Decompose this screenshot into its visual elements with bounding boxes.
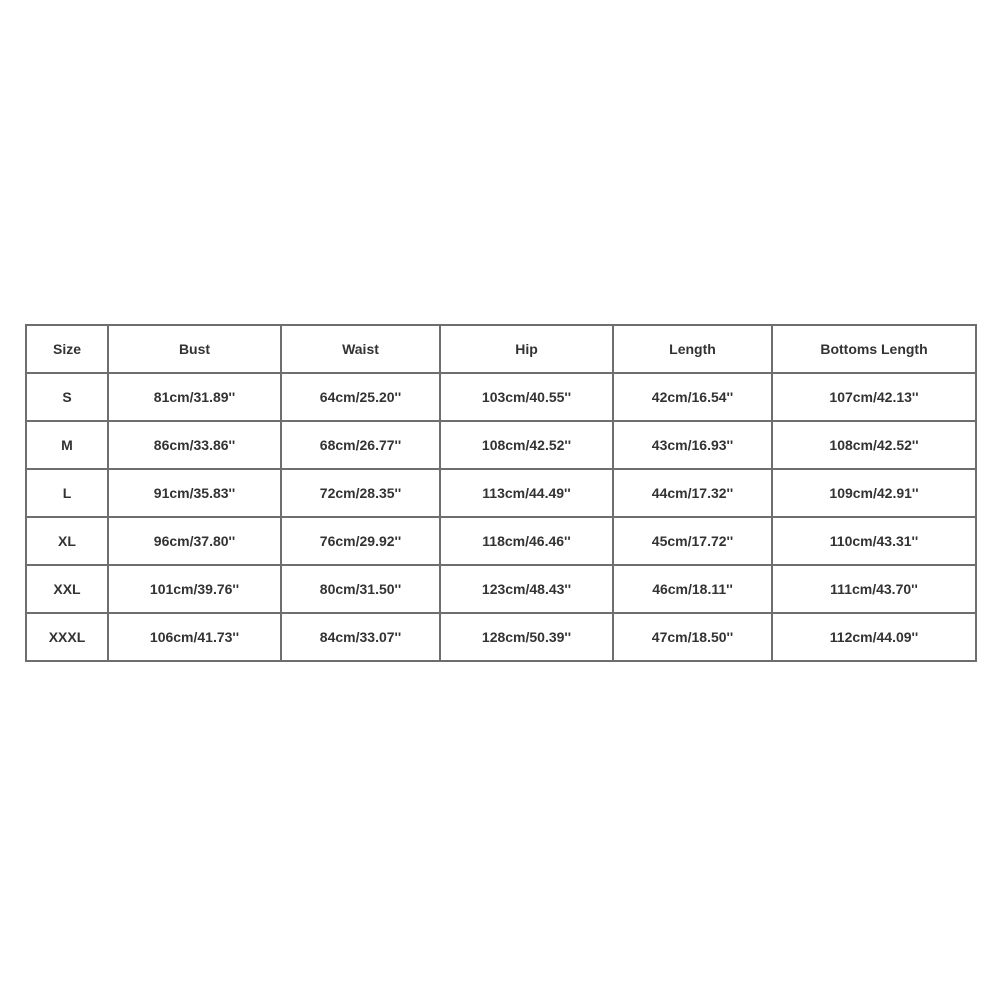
cell-bust: 81cm/31.89'' xyxy=(108,373,281,421)
cell-hip: 123cm/48.43'' xyxy=(440,565,613,613)
cell-waist: 68cm/26.77'' xyxy=(281,421,440,469)
table-row xyxy=(26,517,976,565)
cell-hip: 118cm/46.46'' xyxy=(440,517,613,565)
cell-length: 46cm/18.11'' xyxy=(613,565,772,613)
cell-waist: 64cm/25.20'' xyxy=(281,373,440,421)
cell-hip: 108cm/42.52'' xyxy=(440,421,613,469)
header-bottoms-length: Bottoms Length xyxy=(772,325,976,373)
cell-length: 45cm/17.72'' xyxy=(613,517,772,565)
table-row xyxy=(26,373,976,421)
cell-length: 42cm/16.54'' xyxy=(613,373,772,421)
cell-bottoms-length: 112cm/44.09'' xyxy=(772,613,976,661)
cell-length: 43cm/16.93'' xyxy=(613,421,772,469)
cell-bust: 86cm/33.86'' xyxy=(108,421,281,469)
cell-bust: 106cm/41.73'' xyxy=(108,613,281,661)
cell-bottoms-length: 110cm/43.31'' xyxy=(772,517,976,565)
cell-hip: 128cm/50.39'' xyxy=(440,613,613,661)
header-hip: Hip xyxy=(440,325,613,373)
header-row xyxy=(26,325,976,373)
table-row xyxy=(26,565,976,613)
cell-waist: 72cm/28.35'' xyxy=(281,469,440,517)
cell-hip: 103cm/40.55'' xyxy=(440,373,613,421)
cell-size: XXXL xyxy=(26,613,108,661)
cell-waist: 80cm/31.50'' xyxy=(281,565,440,613)
cell-bust: 96cm/37.80'' xyxy=(108,517,281,565)
header-length: Length xyxy=(613,325,772,373)
cell-size: XXL xyxy=(26,565,108,613)
cell-bust: 101cm/39.76'' xyxy=(108,565,281,613)
cell-bust: 91cm/35.83'' xyxy=(108,469,281,517)
header-size: Size xyxy=(26,325,108,373)
cell-bottoms-length: 109cm/42.91'' xyxy=(772,469,976,517)
cell-size: S xyxy=(26,373,108,421)
header-waist: Waist xyxy=(281,325,440,373)
size-chart-table xyxy=(25,324,977,662)
cell-length: 47cm/18.50'' xyxy=(613,613,772,661)
cell-hip: 113cm/44.49'' xyxy=(440,469,613,517)
cell-bottoms-length: 108cm/42.52'' xyxy=(772,421,976,469)
cell-size: XL xyxy=(26,517,108,565)
cell-waist: 76cm/29.92'' xyxy=(281,517,440,565)
table-row xyxy=(26,421,976,469)
cell-size: L xyxy=(26,469,108,517)
table-row xyxy=(26,613,976,661)
cell-size: M xyxy=(26,421,108,469)
table-row xyxy=(26,469,976,517)
cell-waist: 84cm/33.07'' xyxy=(281,613,440,661)
cell-bottoms-length: 111cm/43.70'' xyxy=(772,565,976,613)
header-bust: Bust xyxy=(108,325,281,373)
cell-bottoms-length: 107cm/42.13'' xyxy=(772,373,976,421)
cell-length: 44cm/17.32'' xyxy=(613,469,772,517)
